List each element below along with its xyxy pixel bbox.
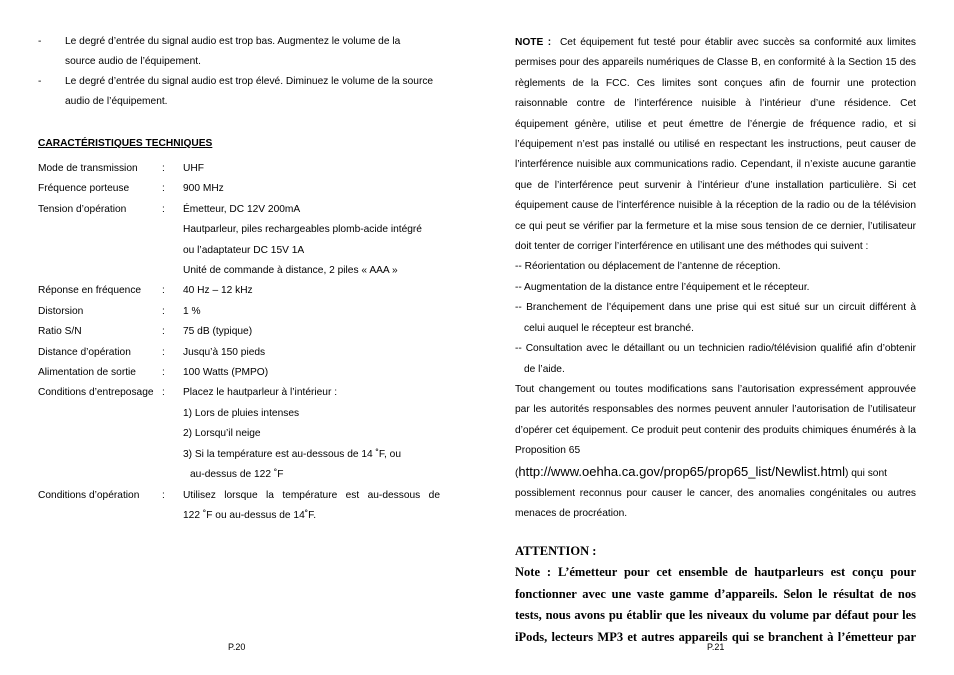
spec-value: 900 MHz <box>183 183 224 195</box>
spec-colon: : <box>162 285 165 297</box>
spec-value: Utilisez lorsque la température est au-dessous de <box>183 489 440 501</box>
spec-row <box>38 486 440 527</box>
spec-value: Hautparleur, piles rechargeables plomb-acide intégré <box>183 224 422 236</box>
spec-table <box>38 159 440 526</box>
spec-value: 100 Watts (PMPO) <box>183 367 269 379</box>
spec-value: Jusqu’à 150 pieds <box>183 346 266 358</box>
list-item <box>38 72 440 112</box>
note-text: Cet équipement fut testé pour établir avec succès sa conformité aux limites permises pour des appareils numériques de Classe B, en conformité à la Section 15 des règlements de la FCC. Ces limites sont conçues afin de fournir une protection raisonnable contre de l’interférence nuisible à l’intérieur d’une résidence. Cet équipement génère, utilise et peut émettre de l’énergie de fréquence radio, et si l’équipement n’est pas installé ou utilisé en respectant les instructions, peut causer de l’interférence nuisible aux communications radio. Cependant, il n’existe aucune garantie que de l’interférence peut survenir à l’intérieur d’une installation particulière. Si cet équipement cause de l’interférence nuisible à la réception de la radio ou de la télévision ce qui peut se vérifier par la fermeture et la mise sous tension de ce dernier, l’utilisateur doit tenter de corriger l’interférence en utilisant une des méthodes qui suivent : <box>515 37 916 253</box>
spec-label: Alimentation de sortie <box>38 367 136 379</box>
troubleshooting-list <box>38 32 440 112</box>
spec-value: 40 Hz – 12 kHz <box>183 285 253 297</box>
spec-row <box>38 343 440 363</box>
spec-label: Ratio S/N <box>38 326 82 338</box>
page-number: P.21 <box>707 642 725 652</box>
spec-label: Conditions d’entreposage <box>38 387 154 399</box>
spec-value: UHF <box>183 163 204 174</box>
spec-value: 1) Lors de pluies intenses <box>183 407 300 419</box>
spec-row <box>38 322 440 342</box>
spec-row <box>38 302 440 322</box>
list-item <box>38 32 440 72</box>
spec-label: Conditions d’opération <box>38 489 140 501</box>
spec-row <box>38 159 440 179</box>
left-page <box>38 0 440 675</box>
attention-text: Note : L’émetteur pour cet ensemble de hautparleurs est conçu pour fonctionner avec une vaste gamme d’appareils. Selon le résultat de nos tests, nous avons pu établir que les niveaux du volume par défaut pour les iPods, lecteurs MP3 et autres appareils qui se branchent à l’émetteur par <box>515 565 916 644</box>
spec-value: 1 % <box>183 305 201 317</box>
changes-paragraph: Tout changement ou toutes modifications sans l’autorisation expressément approuvée par les autorités responsables des normes peuvent annuler l’autorisation de l’utilisateur d’opérer cet équipement. Ce produit peut contenir des produits chimiques énumérés à la Proposition 65 <box>515 383 916 457</box>
measure-item-continuation: de l’aide. <box>524 363 565 375</box>
spec-colon: : <box>162 183 165 195</box>
spec-label: Fréquence porteuse <box>38 183 130 195</box>
spec-value: au-dessus de 122 ˚F <box>190 469 284 481</box>
list-item-line: audio de l’équipement. <box>65 96 168 107</box>
note-paragraph <box>515 33 916 257</box>
measure-item: -- Branchement de l’équipement dans une prise qui est situé sur un circuit différent à <box>515 302 916 314</box>
spec-colon: : <box>162 163 165 174</box>
note-label: NOTE : <box>515 37 552 48</box>
spec-row <box>38 383 440 485</box>
measure-item: -- Consultation avec le détaillant ou un technicien radio/télévision qualifié afin d’obtenir <box>515 343 916 355</box>
spec-label: Distorsion <box>38 305 84 317</box>
spec-colon: : <box>162 367 165 379</box>
list-item-line: Le degré d’entrée du signal audio est trop bas. Augmentez le volume de la <box>65 36 401 47</box>
spec-value: 75 dB (typique) <box>183 326 253 338</box>
spec-label: Distance d’opération <box>38 346 131 358</box>
spec-label: Réponse en fréquence <box>38 285 142 297</box>
page-number: P.20 <box>228 642 246 652</box>
prop65-link[interactable]: http://www.oehha.ca.gov/prop65/prop65_list/Newlist.html <box>518 463 846 479</box>
spec-colon: : <box>162 387 165 399</box>
attention-title: ATTENTION : <box>515 544 597 558</box>
right-page <box>515 0 916 675</box>
list-item-line: Le degré d’entrée du signal audio est trop élevé. Diminuez le volume de la source <box>65 76 434 87</box>
spec-colon: : <box>162 489 165 501</box>
measure-item: -- Réorientation ou déplacement de l’antenne de réception. <box>515 261 781 273</box>
spec-row <box>38 200 440 282</box>
spec-value: 2) Lorsqu’il neige <box>183 428 261 440</box>
spec-colon: : <box>162 305 165 317</box>
bullet-marker: - <box>38 76 42 87</box>
spec-value: ou l’adaptateur DC 15V 1A <box>183 244 305 256</box>
spec-row <box>38 363 440 383</box>
list-item-line: source audio de l’équipement. <box>65 56 201 67</box>
spec-value: Unité de commande à distance, 2 piles « AAA » <box>183 265 398 277</box>
spec-heading: CARACTÉRISTIQUES TECHNIQUES <box>38 138 213 149</box>
measure-item: -- Augmentation de la distance entre l’équipement et le récepteur. <box>515 281 810 293</box>
measure-item-continuation: celui auquel le récepteur est branché. <box>524 322 694 334</box>
spec-label: Tension d’opération <box>38 203 127 215</box>
spec-colon: : <box>162 203 165 215</box>
fcc-note <box>515 33 916 525</box>
spec-value: Placez le hautparleur à l’intérieur : <box>183 387 338 399</box>
spec-label: Mode de transmission <box>38 163 138 174</box>
spec-row <box>38 179 440 199</box>
spec-colon: : <box>162 346 165 358</box>
url-line: (http://www.oehha.ca.gov/prop65/prop65_list/Newlist.html) qui sont <box>515 463 887 479</box>
spec-value: 3) Si la température est au-dessous de 14 ˚F, ou <box>183 448 402 460</box>
spec-colon: : <box>162 326 165 338</box>
spec-row <box>38 281 440 301</box>
spec-value: 122 ˚F ou au-dessus de 14˚F. <box>183 509 317 521</box>
bullet-marker: - <box>38 36 42 47</box>
cancer-paragraph: possiblement reconnus pour causer le cancer, des anomalies congénitales ou autres menaces de procréation. <box>515 487 916 520</box>
spec-value: Émetteur, DC 12V 200mA <box>183 203 301 215</box>
